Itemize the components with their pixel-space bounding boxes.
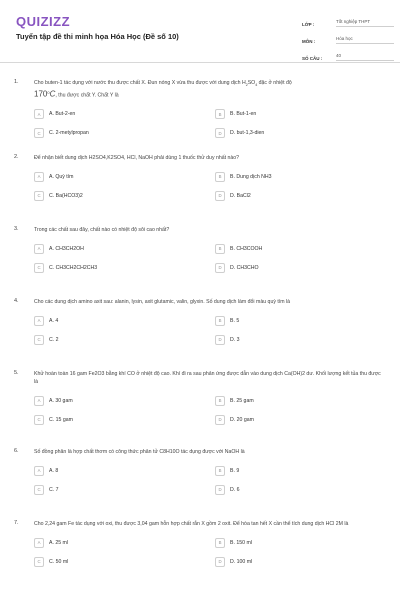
option-text: B. 25 gam: [230, 397, 254, 404]
question-text: Số đồng phân là hợp chất thơm có công thức phân tử C8H10O tác dụng được với NaOH là: [34, 449, 245, 455]
options-grid: [0, 465, 400, 503]
question-text: [34, 79, 386, 100]
option-text: A. 25 ml: [49, 539, 69, 546]
option-letter-box: C: [34, 557, 44, 567]
question-text-part: , thu được chất Y. Chất Y là: [55, 92, 119, 99]
option-letter-box: B: [215, 538, 225, 548]
question-4: [0, 298, 400, 370]
option-text: C. 50 ml: [49, 558, 69, 565]
option-text: D. 3: [230, 336, 240, 343]
option-c[interactable]: [34, 414, 215, 425]
option-b[interactable]: [215, 109, 396, 120]
option-text: D. BaCl2: [230, 192, 251, 199]
option-b[interactable]: [215, 243, 396, 254]
question-number: 4.: [14, 298, 19, 304]
question-text-part: SO: [247, 80, 256, 86]
option-a[interactable]: [34, 537, 215, 548]
option-letter-box: B: [215, 466, 225, 476]
option-text: A. 4: [49, 317, 59, 324]
option-a[interactable]: [34, 171, 215, 182]
option-c[interactable]: [34, 556, 215, 567]
option-text: B. 5: [230, 317, 240, 324]
option-d[interactable]: [215, 128, 396, 139]
options-grid: [0, 171, 400, 209]
option-a[interactable]: [34, 315, 215, 326]
meta-label: SỐ CÂU :: [302, 56, 323, 61]
options-grid: [0, 315, 400, 353]
option-d[interactable]: [215, 484, 396, 495]
option-text: D. but-1,3-dien: [230, 130, 265, 137]
option-a[interactable]: [34, 243, 215, 254]
question-text: Để nhận biết dung dịch H2SO4,K2SO4, HCl, NaOH phải dùng 1 thuốc thử duy nhất nào?: [34, 155, 240, 161]
option-c[interactable]: [34, 128, 215, 139]
option-letter-box: A: [34, 466, 44, 476]
option-letter-box: D: [215, 557, 225, 567]
option-text: B. 150 ml: [230, 539, 252, 546]
question-number: 5.: [14, 370, 19, 376]
option-letter-box: B: [215, 244, 225, 254]
option-text: B. But-1-en: [230, 111, 257, 118]
option-c[interactable]: [34, 334, 215, 345]
question-3: [0, 226, 400, 298]
subscript: 2: [245, 83, 248, 88]
question-list: [0, 63, 400, 598]
question-number: 7.: [14, 520, 19, 526]
question-5: [0, 370, 400, 448]
option-letter-box: B: [215, 316, 225, 326]
option-text: B. CH3COOH: [230, 245, 263, 252]
question-text: Trong các chất sau đây, chất nào có nhiệt độ sôi cao nhất?: [34, 227, 170, 233]
question-text-part: đặc ở nhiệt độ: [257, 80, 292, 86]
temperature-unit: C: [49, 89, 56, 99]
option-letter-box: A: [34, 172, 44, 182]
option-letter-box: D: [215, 485, 225, 495]
option-b[interactable]: [215, 315, 396, 326]
question-number: 1.: [14, 79, 19, 85]
option-letter-box: A: [34, 244, 44, 254]
meta-row-class: [302, 14, 394, 27]
option-letter-box: B: [215, 396, 225, 406]
question-text: Cho các dung dịch amino axit sau: alanin, lysin, axit glutamic, valin, glyxin. Số dung dịch làm đổi màu quỳ tím là: [34, 299, 291, 305]
worksheet-title: Tuyển tập đề thi minh họa Hóa Học (Đề số 10): [16, 32, 179, 41]
option-letter-box: D: [215, 263, 225, 273]
meta-row-count: [302, 48, 394, 61]
option-d[interactable]: [215, 190, 396, 201]
option-text: D. CH3CHO: [230, 264, 259, 271]
option-text: A. Quỳ tím: [49, 173, 74, 180]
options-grid: [0, 395, 400, 433]
meta-value: 40: [336, 53, 394, 61]
question-text-part: Cho buten-1 tác dụng với nước thu được chất X. Đun nóng X vừa thu được với dung dịch H: [34, 80, 246, 86]
option-b[interactable]: [215, 465, 396, 476]
option-text: D. 100 ml: [230, 558, 253, 565]
temperature-value: 170: [34, 89, 48, 99]
option-letter-box: D: [215, 335, 225, 345]
option-letter-box: C: [34, 485, 44, 495]
question-1: [0, 79, 400, 154]
options-grid: [0, 537, 400, 575]
question-text: Khử hoàn toàn 16 gam Fe2O3 bằng khí CO ở nhiệt độ cao. Khí đi ra sau phản ứng được dẫn vào dung dịch Ca(OH)2 dư. Khối lượng kết tủa thu được là: [34, 371, 381, 385]
meta-value: Tốt nghiệp THPT: [336, 19, 394, 27]
question-number: 3.: [14, 226, 19, 232]
meta-row-subject: [302, 31, 394, 44]
subscript: 4: [255, 83, 258, 88]
option-letter-box: D: [215, 191, 225, 201]
question-2: [0, 154, 400, 226]
option-b[interactable]: [215, 171, 396, 182]
option-text: D. 6: [230, 486, 240, 493]
options-grid: [0, 109, 400, 147]
option-b[interactable]: [215, 395, 396, 406]
options-grid: [0, 243, 400, 281]
option-text: C. Ba(HCO3)2: [49, 192, 83, 199]
question-6: [0, 448, 400, 520]
option-text: A. CH3CH2OH: [49, 245, 84, 252]
option-text: B. Dung dịch NH3: [230, 173, 272, 180]
question-number: 2.: [14, 154, 19, 160]
option-a[interactable]: [34, 395, 215, 406]
option-letter-box: C: [34, 415, 44, 425]
question-7: [0, 520, 400, 598]
option-letter-box: A: [34, 316, 44, 326]
option-b[interactable]: [215, 537, 396, 548]
meta-label: MÔN :: [302, 39, 316, 44]
worksheet-header: [0, 0, 400, 63]
option-letter-box: C: [34, 335, 44, 345]
option-letter-box: B: [215, 172, 225, 182]
option-a[interactable]: [34, 465, 215, 476]
meta-value: Hóa học: [336, 36, 394, 44]
option-letter-box: A: [34, 109, 44, 119]
question-number: 6.: [14, 448, 19, 454]
worksheet-meta: [302, 14, 394, 65]
question-text: Cho 2,24 gam Fe tác dụng với oxi, thu được 3,04 gam hỗn hợp chất rắn X gồm 2 oxit. Để hòa tan hết X cần thể tích dung dịch HCl 2M là: [34, 521, 349, 527]
option-text: A. 30 gam: [49, 397, 73, 404]
meta-label: LỚP :: [302, 22, 315, 27]
option-d[interactable]: [215, 262, 396, 273]
option-text: C. 15 gam: [49, 416, 73, 423]
superscript: 0: [47, 90, 50, 96]
option-c[interactable]: [34, 484, 215, 495]
option-letter-box: A: [34, 396, 44, 406]
option-letter-box: D: [215, 128, 225, 138]
option-text: B. 9: [230, 467, 240, 474]
option-text: A. But-2-en: [49, 111, 76, 118]
option-c[interactable]: [34, 190, 215, 201]
option-text: A. 8: [49, 467, 59, 474]
option-letter-box: B: [215, 109, 225, 119]
option-d[interactable]: [215, 334, 396, 345]
option-letter-box: C: [34, 128, 44, 138]
option-text: C. 2: [49, 336, 59, 343]
option-a[interactable]: [34, 109, 215, 120]
option-letter-box: C: [34, 191, 44, 201]
option-letter-box: D: [215, 415, 225, 425]
option-text: C. 2-metylpropan: [49, 130, 89, 137]
quizizz-logo: QUIZIZZ: [16, 14, 71, 29]
option-letter-box: A: [34, 538, 44, 548]
option-text: C. CH3CH2CH2CH3: [49, 264, 98, 271]
option-d[interactable]: [215, 414, 396, 425]
option-letter-box: C: [34, 263, 44, 273]
option-c[interactable]: [34, 262, 215, 273]
option-d[interactable]: [215, 556, 396, 567]
option-text: D. 20 gam: [230, 416, 254, 423]
option-text: C. 7: [49, 486, 59, 493]
